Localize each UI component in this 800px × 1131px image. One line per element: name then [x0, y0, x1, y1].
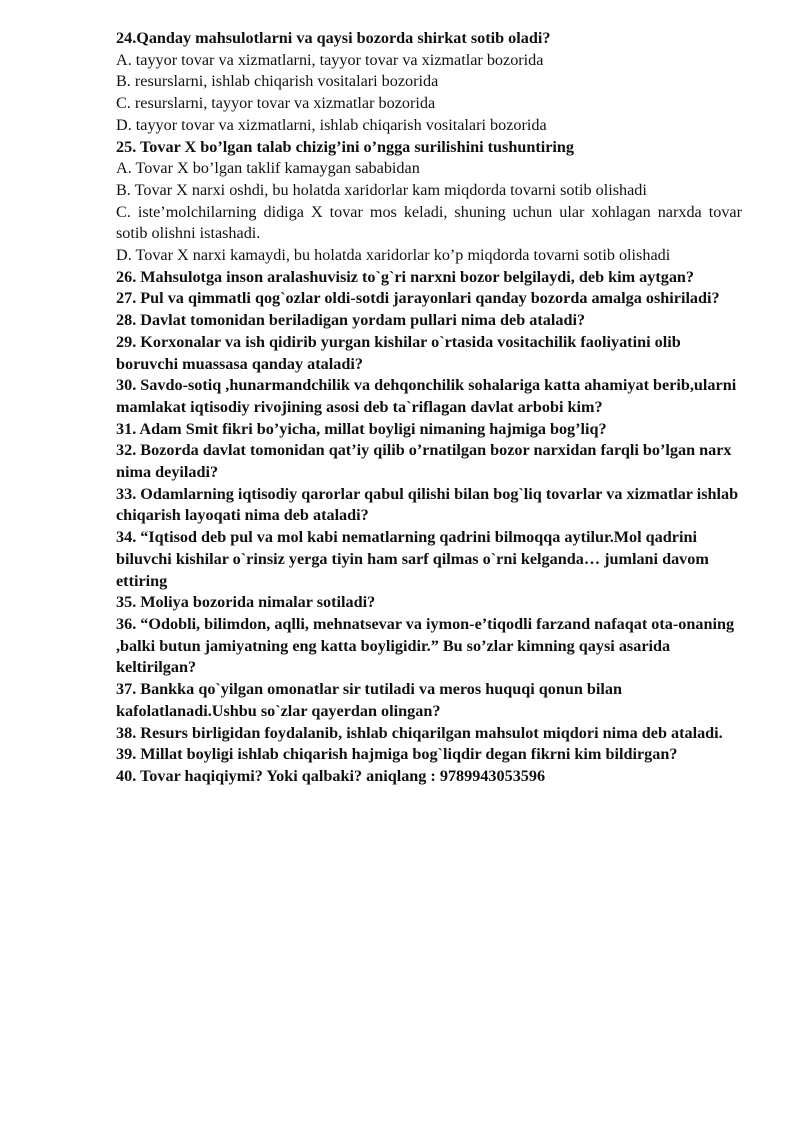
question-34: 34. “Iqtisod deb pul va mol kabi nematlarning qadrini bilmoqqa aytilur.Mol qadrini biluvchi kishilar o`rinsiz yerga tiyin ham sarf qilmas o`rni kelganda… jumlani davom ettiring	[116, 528, 709, 590]
question-30: 30. Savdo-sotiq ,hunarmandchilik va dehqonchilik sohalariga katta ahamiyat berib,ularni mamlakat iqtisodiy rivojining asosi deb ta`riflagan davlat arbobi kim?	[116, 376, 737, 416]
question-28: 28. Davlat tomonidan beriladigan yordam pullari nima deb ataladi?	[116, 311, 586, 330]
question-25-option-a: A. Tovar X bo’lgan taklif kamaygan sababidan	[116, 159, 420, 178]
question-33: 33. Odamlarning iqtisodiy qarorlar qabul qilishi bilan bog`liq tovarlar va xizmatlar ishlab chiqarish layoqati nima deb ataladi?	[116, 484, 739, 525]
question-36: 36. “Odobli, bilimdon, aqlli, mehnatsevar va iymon-e’tiqodli farzand nafaqat ota-onaning ,balki butun jamiyatning eng katta boyligidir.” Bu so’zlar kimning qaysi asarida keltirilgan?	[116, 614, 735, 677]
question-25-option-c: C. iste’molchilarning didiga X tovar mos keladi, shuning uchun ular xohlagan narxda tovar sotib olishni istashadi.	[116, 202, 742, 243]
question-35: 35. Moliya bozorida nimalar sotiladi?	[116, 593, 376, 612]
question-24-option-c: C. resurslarni, tayyor tovar va xizmatlar bozorida	[116, 94, 436, 113]
question-39: 39. Millat boyligi ishlab chiqarish hajmiga bog`liqdir degan fikrni kim bildirgan?	[116, 745, 678, 764]
question-25: 25. Tovar X bo’lgan talab chizig’ini o’ngga surilishini tushuntiring	[116, 137, 575, 156]
question-24-option-a: A. tayyor tovar va xizmatlarni, tayyor tovar va xizmatlar bozorida	[116, 50, 544, 69]
question-26: 26. Mahsulotga inson aralashuvisiz to`g`ri narxni bozor belgilaydi, deb kim aytgan?	[116, 267, 695, 286]
question-31: 31. Adam Smit fikri bo’yicha, millat boyligi nimaning hajmiga bog’liq?	[116, 419, 607, 438]
question-24-option-b: B. resurslarni, ishlab chiqarish vositalari bozorida	[116, 72, 439, 91]
question-40: 40. Tovar haqiqiymi? Yoki qalbaki? aniqlang : 9789943053596	[116, 766, 546, 785]
question-38: 38. Resurs birligidan foydalanib, ishlab chiqarilgan mahsulot miqdori nima deb ataladi.	[116, 723, 723, 742]
question-32: 32. Bozorda davlat tomonidan qat’iy qilib o’rnatilgan bozor narxidan farqli bo’lgan narx nima deyiladi?	[116, 441, 732, 482]
question-24-option-d: D. tayyor tovar va xizmatlarni, ishlab chiqarish vositalari bozorida	[116, 115, 547, 134]
question-25-option-d: D. Tovar X narxi kamaydi, bu holatda xaridorlar ko’p miqdorda tovarni sotib olishadi	[116, 246, 671, 265]
question-37: 37. Bankka qo`yilgan omonatlar sir tutiladi va meros huquqi qonun bilan kafolatlanadi.Ushbu so`zlar qayerdan olingan?	[116, 680, 623, 720]
question-25-option-b: B. Tovar X narxi oshdi, bu holatda xaridorlar kam miqdorda tovarni sotib olishadi	[116, 180, 647, 199]
question-27: 27. Pul va qimmatli qog`ozlar oldi-sotdi jarayonlari qanday bozorda amalga oshiriladi?	[116, 289, 720, 308]
question-24: 24.Qanday mahsulotlarni va qaysi bozorda shirkat sotib oladi?	[116, 29, 551, 47]
question-29: 29. Korxonalar va ish qidirib yurgan kishilar o`rtasida vositachilik faoliyatini olib boruvchi muassasa qanday ataladi?	[116, 332, 681, 373]
